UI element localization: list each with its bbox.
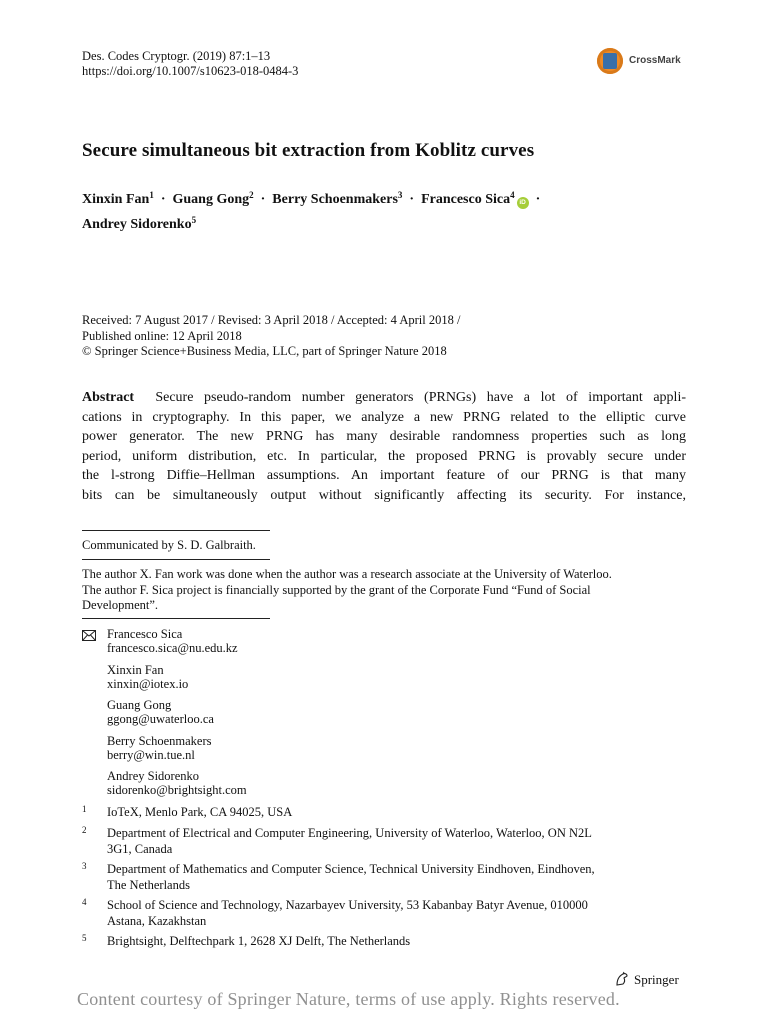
- communicated-by: Communicated by S. D. Galbraith.: [82, 538, 256, 552]
- crossmark-icon: [597, 48, 623, 74]
- dates-line: Received: 7 August 2017 / Revised: 3 April 2018 / Accepted: 4 April 2018 /: [82, 313, 461, 327]
- author-name: Guang Gong: [172, 192, 250, 207]
- abstract-line: cations in cryptography. In this paper, we analyze a new PRNG related to the elliptic curve: [82, 409, 686, 425]
- affiliation-text: Department of Electrical and Computer Engineering, University of Waterloo, Waterloo, ON N2L 3G1, Canada: [107, 826, 592, 856]
- abstract-line: bits can be simultaneously output without significantly affecting its security. For instance,: [82, 487, 686, 503]
- footnote-divider: [82, 618, 270, 619]
- author-notes: The author X. Fan work was done when the author was a research associate at the University of Waterloo. The author F. Sica project is financially supported by the grant of the Corporate Fund “Fund of Social Development”.: [82, 567, 612, 612]
- affiliation-text: IoTeX, Menlo Park, CA 94025, USA: [107, 805, 293, 819]
- copyright-line: © Springer Science+Business Media, LLC, part of Springer Nature 2018: [82, 344, 447, 358]
- footnote-divider: [82, 530, 270, 531]
- crossmark-label: CrossMark: [629, 55, 681, 66]
- author-affiliation-mark: 4: [510, 190, 515, 200]
- contact-name: Andrey Sidorenko: [107, 769, 199, 783]
- orcid-icon[interactable]: iD: [517, 197, 529, 209]
- footnote-divider: [82, 559, 270, 560]
- author-name: Francesco Sica: [421, 192, 511, 207]
- affiliation-text: School of Science and Technology, Nazarbayev University, 53 Kabanbay Batyr Avenue, 010000 Astana, Kazakhstan: [107, 898, 588, 928]
- contact-email[interactable]: ggong@uwaterloo.ca: [107, 712, 214, 726]
- contact-entry: [107, 734, 211, 762]
- paper-title: Secure simultaneous bit extraction from Koblitz curves: [82, 140, 535, 161]
- affiliation-number: 4: [82, 897, 87, 907]
- contact-entry: [107, 663, 188, 691]
- envelope-icon: [82, 628, 96, 646]
- abstract-line: Abstract Secure pseudo-random number generators (PRNGs) have a lot of important appli-: [82, 390, 687, 405]
- abstract: [82, 388, 686, 505]
- author-name: Xinxin Fan: [82, 192, 150, 207]
- courtesy-watermark: Content courtesy of Springer Nature, terms of use apply. Rights reserved.: [77, 989, 620, 1009]
- abstract-line: the l-strong Diffie–Hellman assumptions. An important feature of our PRNG is that many: [82, 468, 686, 483]
- affiliation-text: Department of Mathematics and Computer Science, Technical University Eindhoven, Eindhoven, The Netherlands: [107, 862, 595, 892]
- contact-email[interactable]: xinxin@iotex.io: [107, 677, 189, 691]
- crossmark-badge[interactable]: [597, 47, 692, 77]
- contact-email[interactable]: berry@win.tue.nl: [107, 748, 195, 762]
- affiliation-number: 3: [82, 861, 87, 871]
- contact-email[interactable]: sidorenko@brightsight.com: [107, 783, 247, 797]
- author-affiliation-mark: 2: [249, 190, 254, 200]
- author-name: Andrey Sidorenko: [82, 217, 192, 232]
- abstract-line: period, uniform distribution, etc. In particular, the proposed PRNG is provably secure under: [82, 448, 686, 464]
- contact-name: Xinxin Fan: [107, 663, 164, 677]
- affiliation-text: Brightsight, Delftechpark 1, 2628 XJ Delft, The Netherlands: [107, 934, 411, 948]
- springer-horse-icon: [614, 971, 630, 987]
- springer-wordmark: Springer: [634, 972, 679, 987]
- publication-dates: [82, 313, 460, 360]
- affiliation-number: 1: [82, 804, 87, 814]
- dates-line: Published online: 12 April 2018: [82, 328, 242, 343]
- author-affiliation-mark: 3: [397, 190, 403, 200]
- journal-citation: Des. Codes Cryptogr. (2019) 87:1–13: [82, 49, 271, 63]
- abstract-heading: Abstract: [82, 390, 135, 405]
- author-affiliation-mark: 1: [149, 190, 154, 200]
- contact-name: Berry Schoenmakers: [107, 734, 212, 748]
- author-affiliation-mark: 5: [191, 215, 197, 225]
- affiliation-number: 5: [82, 933, 87, 943]
- contact-entry: [107, 698, 214, 726]
- affiliation-number: 2: [82, 825, 87, 835]
- contact-entry: [107, 769, 247, 797]
- contact-name: Francesco Sica: [107, 627, 183, 641]
- contact-entry: [107, 627, 238, 655]
- author-list: Xinxin Fan$^1$ · Guang Gong$^2$ · Berry Schoenmakers$^3$ · Francesco Sica$^4$iD · Andrey Sidorenko$^5$: [82, 190, 541, 232]
- abstract-line: power generator. The new PRNG has many desirable randomness properties such as long: [82, 429, 686, 444]
- contact-name: Guang Gong: [107, 698, 172, 712]
- contact-email[interactable]: francesco.sica@nu.edu.kz: [107, 641, 238, 655]
- doi-link[interactable]: https://doi.org/10.1007/s10623-018-0484-3: [82, 64, 299, 78]
- author-name: Berry Schoenmakers: [272, 192, 398, 207]
